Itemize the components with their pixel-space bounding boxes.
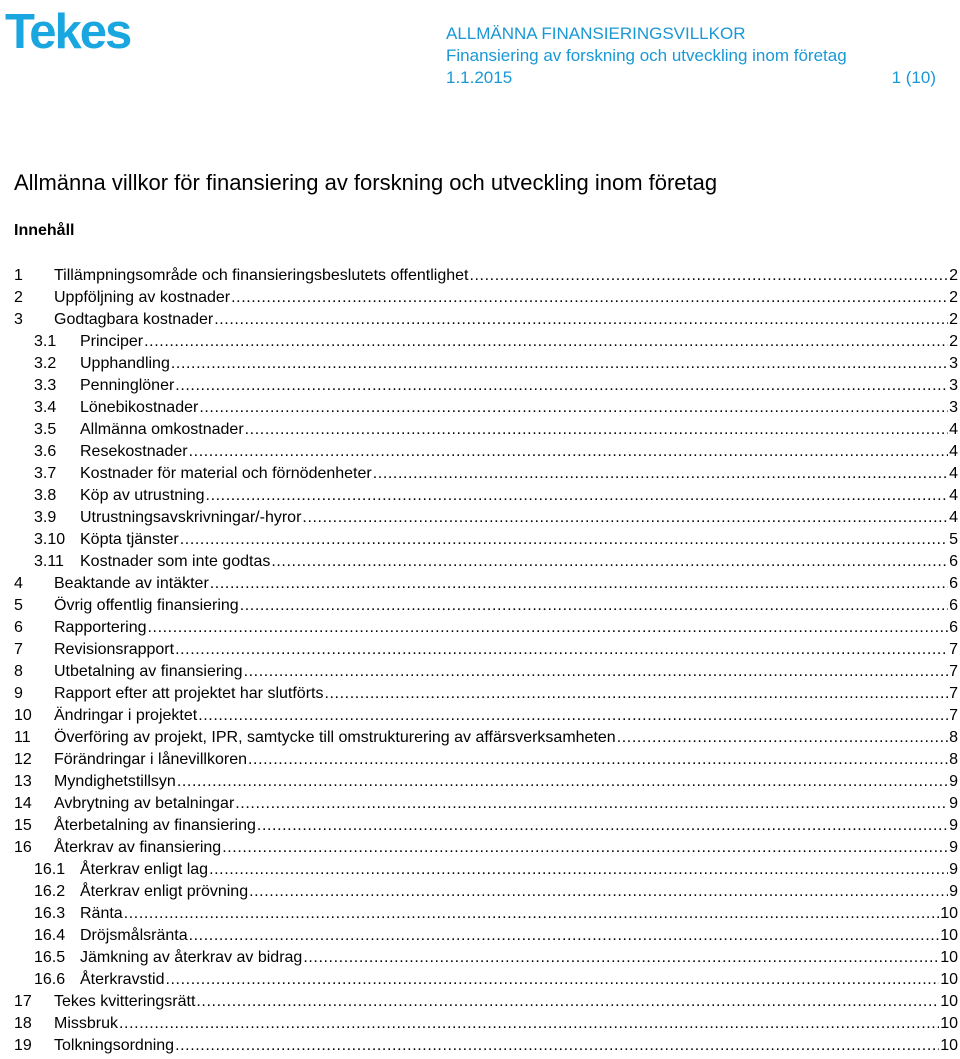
toc-entry-title: Missbruk xyxy=(54,1015,119,1032)
toc-entry[interactable] xyxy=(14,947,958,969)
toc-dot-leader xyxy=(189,441,948,463)
toc-entry-number: 12 xyxy=(14,751,32,768)
toc-dot-leader xyxy=(124,903,940,925)
toc-entry-number: 3.10 xyxy=(34,531,66,548)
toc-entry-number: 8 xyxy=(14,663,23,680)
toc-entry-number: 16.4 xyxy=(34,927,66,944)
toc-entry-title: Återkrav enligt lag xyxy=(80,861,209,878)
toc-entry-page: 4 xyxy=(949,421,958,438)
toc-dot-leader xyxy=(617,727,948,749)
toc-entry-title: Beaktande av intäkter xyxy=(54,575,209,592)
toc-entry[interactable] xyxy=(14,881,958,903)
toc-entry[interactable] xyxy=(14,595,958,617)
tekes-logo: Tekes xyxy=(5,5,131,59)
header-line-1: ALLMÄNNA FINANSIERINGSVILLKOR xyxy=(446,24,746,43)
toc-dot-leader xyxy=(148,617,949,639)
toc-dot-leader xyxy=(302,507,948,529)
toc-dot-leader xyxy=(189,925,940,947)
toc-entry-page: 7 xyxy=(949,685,958,702)
toc-entry-title: Köpta tjänster xyxy=(80,531,179,548)
toc-entry-number: 3 xyxy=(14,311,23,328)
toc-dot-leader xyxy=(199,397,948,419)
toc-entry-page: 10 xyxy=(940,1015,958,1032)
toc-dot-leader xyxy=(245,419,948,441)
toc-entry[interactable] xyxy=(14,375,958,397)
toc-entry-number: 18 xyxy=(14,1015,32,1032)
document-title: Allmänna villkor för finansiering av forskning och utveckling inom företag xyxy=(14,170,718,195)
toc-entry-title: Myndighetstillsyn xyxy=(54,773,176,790)
toc-entry[interactable] xyxy=(14,265,958,287)
toc-entry-page: 6 xyxy=(949,553,958,570)
toc-entry[interactable] xyxy=(14,529,958,551)
table-of-contents xyxy=(14,265,958,1057)
toc-entry-number: 6 xyxy=(14,619,23,636)
toc-entry-title: Jämkning av återkrav av bidrag xyxy=(80,949,303,966)
toc-dot-leader xyxy=(175,639,948,661)
header-line-2: Finansiering av forskning och utveckling inom företag xyxy=(446,46,847,65)
toc-dot-leader xyxy=(271,551,948,573)
toc-entry-page: 3 xyxy=(949,355,958,372)
toc-entry[interactable] xyxy=(14,727,958,749)
toc-entry-number: 3.4 xyxy=(34,399,57,416)
toc-entry-title: Revisionsrapport xyxy=(54,641,175,658)
toc-entry-page: 10 xyxy=(940,971,958,988)
toc-dot-leader xyxy=(206,485,949,507)
toc-entry-title: Tolkningsordning xyxy=(54,1037,175,1054)
toc-dot-leader xyxy=(235,793,948,815)
toc-entry-page: 10 xyxy=(940,949,958,966)
header-date: 1.1.2015 xyxy=(446,68,513,87)
toc-entry-title: Rapport efter att projektet har slutförts xyxy=(54,685,324,702)
toc-dot-leader xyxy=(303,947,939,969)
toc-entry-number: 3.1 xyxy=(34,333,57,350)
toc-entry-page: 4 xyxy=(949,487,958,504)
toc-heading: Innehåll xyxy=(14,222,75,239)
toc-entry[interactable] xyxy=(14,903,958,925)
toc-entry[interactable] xyxy=(14,287,958,309)
toc-dot-leader xyxy=(196,991,939,1013)
toc-entry-page: 2 xyxy=(949,289,958,306)
toc-entry-number: 17 xyxy=(14,993,32,1010)
toc-entry[interactable] xyxy=(14,749,958,771)
toc-entry-number: 3.11 xyxy=(34,553,64,570)
toc-entry-page: 10 xyxy=(940,1037,958,1054)
toc-dot-leader xyxy=(180,529,948,551)
toc-entry-number: 5 xyxy=(14,597,23,614)
toc-dot-leader xyxy=(177,771,948,793)
toc-entry[interactable] xyxy=(14,309,958,331)
toc-entry[interactable] xyxy=(14,617,958,639)
toc-entry[interactable] xyxy=(14,661,958,683)
toc-entry-title: Lönebikostnader xyxy=(80,399,199,416)
toc-entry-number: 3.5 xyxy=(34,421,57,438)
toc-entry-page: 8 xyxy=(949,751,958,768)
toc-dot-leader xyxy=(231,287,948,309)
toc-dot-leader xyxy=(214,309,948,331)
toc-entry-page: 5 xyxy=(949,531,958,548)
toc-entry-title: Ändringar i projektet xyxy=(54,707,198,724)
toc-entry[interactable] xyxy=(14,507,958,529)
toc-dot-leader xyxy=(209,859,948,881)
toc-dot-leader xyxy=(171,353,948,375)
toc-entry-number: 10 xyxy=(14,707,32,724)
toc-entry-page: 4 xyxy=(949,465,958,482)
toc-entry-title: Penninglöner xyxy=(80,377,175,394)
toc-entry-title: Återkravstid xyxy=(80,971,165,988)
toc-entry-title: Tillämpningsområde och finansieringsbeslutets offentlighet xyxy=(54,267,469,284)
toc-entry[interactable] xyxy=(14,705,958,727)
toc-entry-number: 13 xyxy=(14,773,32,790)
toc-entry[interactable] xyxy=(14,463,958,485)
header-date-row xyxy=(446,67,936,89)
toc-dot-leader xyxy=(198,705,948,727)
toc-entry-title: Återbetalning av finansiering xyxy=(54,817,256,834)
toc-entry-number: 11 xyxy=(14,729,31,746)
toc-entry-number: 7 xyxy=(14,641,23,658)
toc-entry-title: Ränta xyxy=(80,905,123,922)
toc-entry-title: Utrustningsavskrivningar/-hyror xyxy=(80,509,302,526)
toc-entry-number: 14 xyxy=(14,795,32,812)
toc-entry-number: 16.2 xyxy=(34,883,66,900)
toc-entry-title: Återkrav av finansiering xyxy=(54,839,222,856)
toc-dot-leader xyxy=(175,1035,939,1057)
toc-entry-number: 3.2 xyxy=(34,355,57,372)
toc-dot-leader xyxy=(373,463,948,485)
toc-entry-page: 9 xyxy=(949,883,958,900)
toc-entry-number: 9 xyxy=(14,685,23,702)
toc-entry-page: 7 xyxy=(949,663,958,680)
toc-entry-page: 9 xyxy=(949,773,958,790)
toc-entry-page: 8 xyxy=(949,729,958,746)
toc-entry[interactable] xyxy=(14,485,958,507)
toc-entry-number: 4 xyxy=(14,575,23,592)
toc-entry[interactable] xyxy=(14,419,958,441)
toc-entry-title: Övrig offentlig finansiering xyxy=(54,597,239,614)
toc-dot-leader xyxy=(469,265,948,287)
toc-entry-title: Förändringar i lånevillkoren xyxy=(54,751,247,768)
toc-entry[interactable] xyxy=(14,925,958,947)
toc-entry-title: Kostnader som inte godtas xyxy=(80,553,271,570)
toc-dot-leader xyxy=(165,969,939,991)
toc-dot-leader xyxy=(210,573,948,595)
toc-entry-page: 2 xyxy=(949,311,958,328)
toc-entry-page: 6 xyxy=(949,597,958,614)
toc-entry-page: 10 xyxy=(940,905,958,922)
toc-entry-page: 6 xyxy=(949,575,958,592)
toc-entry-number: 16 xyxy=(14,839,32,856)
toc-entry-title: Överföring av projekt, IPR, samtycke till omstrukturering av affärsverksamheten xyxy=(54,729,616,746)
toc-entry-page: 9 xyxy=(949,839,958,856)
toc-entry-number: 3.9 xyxy=(34,509,57,526)
toc-entry[interactable] xyxy=(14,837,958,859)
toc-dot-leader xyxy=(175,375,948,397)
toc-entry-number: 1 xyxy=(14,267,23,284)
toc-dot-leader xyxy=(240,595,948,617)
toc-entry-title: Allmänna omkostnader xyxy=(80,421,244,438)
toc-dot-leader xyxy=(248,749,948,771)
toc-dot-leader xyxy=(324,683,948,705)
toc-entry-page: 6 xyxy=(949,619,958,636)
toc-entry-number: 3.7 xyxy=(34,465,57,482)
toc-entry-page: 4 xyxy=(949,509,958,526)
toc-entry[interactable] xyxy=(14,793,958,815)
toc-dot-leader xyxy=(257,815,948,837)
toc-entry-number: 19 xyxy=(14,1037,32,1054)
toc-entry-number: 16.3 xyxy=(34,905,66,922)
toc-entry-page: 3 xyxy=(949,399,958,416)
toc-entry-title: Dröjsmålsränta xyxy=(80,927,188,944)
toc-dot-leader xyxy=(249,881,948,903)
toc-entry-title: Utbetalning av finansiering xyxy=(54,663,243,680)
toc-dot-leader xyxy=(119,1013,939,1035)
toc-entry-title: Tekes kvitteringsrätt xyxy=(54,993,196,1010)
toc-dot-leader xyxy=(222,837,948,859)
toc-entry-title: Kostnader för material och förnödenheter xyxy=(80,465,372,482)
toc-entry[interactable] xyxy=(14,441,958,463)
toc-entry[interactable] xyxy=(14,771,958,793)
toc-entry[interactable] xyxy=(14,639,958,661)
toc-entry[interactable] xyxy=(14,683,958,705)
toc-entry-number: 3.6 xyxy=(34,443,57,460)
toc-entry-title: Rapportering xyxy=(54,619,147,636)
toc-entry-title: Upphandling xyxy=(80,355,170,372)
toc-entry[interactable] xyxy=(14,573,958,595)
document-header xyxy=(446,23,936,89)
toc-entry-page: 9 xyxy=(949,817,958,834)
toc-entry[interactable] xyxy=(14,331,958,353)
toc-entry-number: 15 xyxy=(14,817,32,834)
toc-entry[interactable] xyxy=(14,969,958,991)
toc-entry[interactable] xyxy=(14,397,958,419)
header-page-number: 1 (10) xyxy=(891,68,936,87)
toc-entry-page: 9 xyxy=(949,861,958,878)
toc-entry-number: 16.5 xyxy=(34,949,66,966)
toc-entry[interactable] xyxy=(14,815,958,837)
toc-entry-page: 9 xyxy=(949,795,958,812)
toc-entry-page: 7 xyxy=(949,641,958,658)
toc-dot-leader xyxy=(244,661,949,683)
toc-entry-number: 16.6 xyxy=(34,971,66,988)
toc-entry-title: Godtagbara kostnader xyxy=(54,311,214,328)
toc-entry-title: Återkrav enligt prövning xyxy=(80,883,249,900)
toc-entry[interactable] xyxy=(14,859,958,881)
toc-entry-page: 10 xyxy=(940,927,958,944)
toc-entry-title: Resekostnader xyxy=(80,443,188,460)
toc-entry-title: Köp av utrustning xyxy=(80,487,205,504)
toc-entry-page: 7 xyxy=(949,707,958,724)
toc-entry-number: 3.8 xyxy=(34,487,57,504)
toc-entry-page: 2 xyxy=(949,333,958,350)
toc-entry-number: 2 xyxy=(14,289,23,306)
toc-entry[interactable] xyxy=(14,353,958,375)
toc-entry-page: 10 xyxy=(940,993,958,1010)
toc-entry[interactable] xyxy=(14,1013,958,1035)
toc-entry-page: 2 xyxy=(949,267,958,284)
toc-entry-page: 4 xyxy=(949,443,958,460)
toc-entry[interactable] xyxy=(14,1035,958,1057)
toc-entry-title: Uppföljning av kostnader xyxy=(54,289,231,306)
toc-entry[interactable] xyxy=(14,551,958,573)
toc-entry[interactable] xyxy=(14,991,958,1013)
toc-dot-leader xyxy=(144,331,948,353)
toc-entry-number: 3.3 xyxy=(34,377,57,394)
toc-entry-number: 16.1 xyxy=(34,861,66,878)
toc-entry-title: Principer xyxy=(80,333,144,350)
toc-entry-title: Avbrytning av betalningar xyxy=(54,795,235,812)
toc-entry-page: 3 xyxy=(949,377,958,394)
